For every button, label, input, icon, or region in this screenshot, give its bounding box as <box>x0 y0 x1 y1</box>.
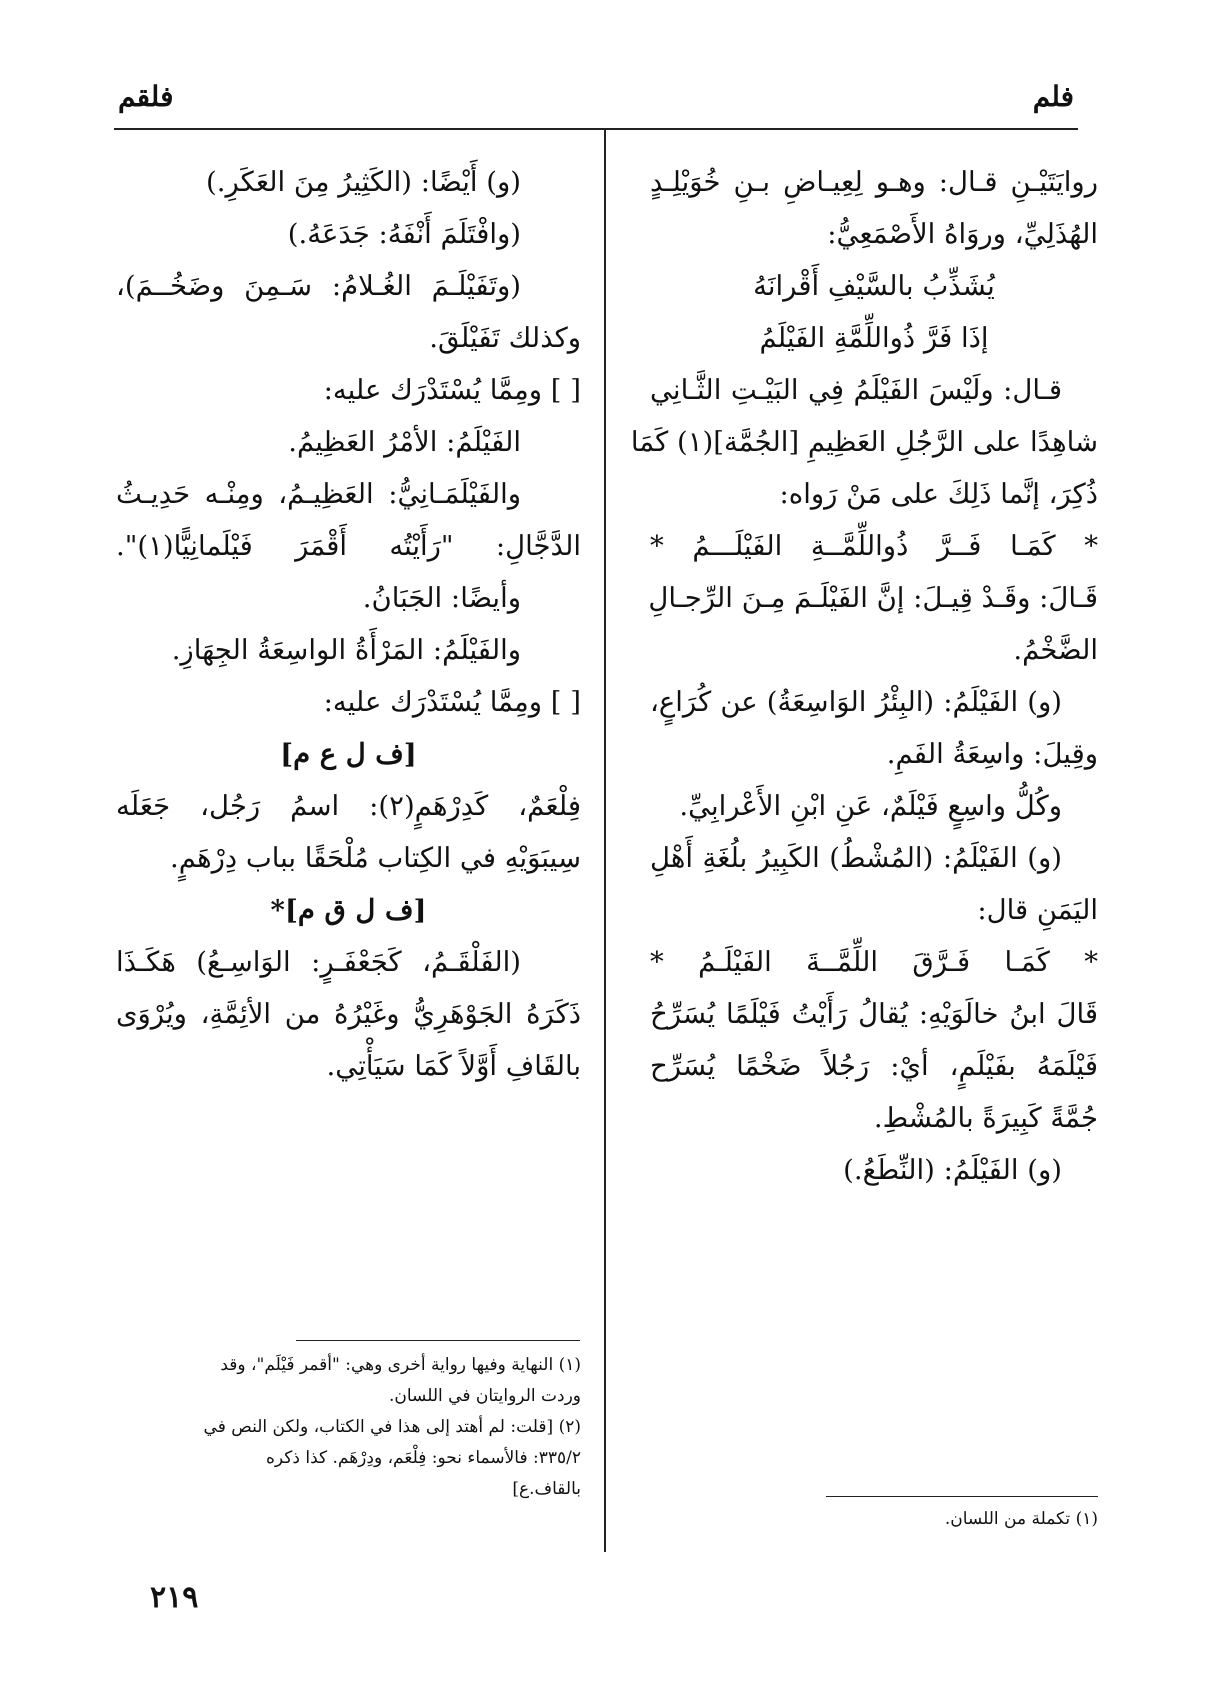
page-number: ٢١٩ <box>150 1580 199 1615</box>
text-line: (وتَفَيْلَـمَ الغُـلامُ: سَـمِنَ وضَخُــمَ)، <box>116 270 521 302</box>
footnotes-right <box>826 1504 1098 1535</box>
text-line: الدَّجَّالِ: "رَأَيْتُه أَقْمَرَ فَيْلَمانِيًّا(١)". <box>116 530 581 562</box>
footnote-line: (١) تكملة من اللسان. <box>944 1509 1098 1529</box>
footnote-line: وردت الروايتان في اللسان. <box>388 1386 581 1406</box>
text-line: ذُكِرَ، إنَّما ذَلِكَ على مَنْ رَواه: <box>779 478 1098 510</box>
column-divider <box>604 128 606 1552</box>
text-line: والفَيْلَمَـانِيُّ: العَظِيـمُ، ومِنْـه حَدِيـثُ <box>116 478 521 510</box>
text-line: والفَيْلَمُ: المَرْأَةُ الواسِعَةُ الجِهَازِ. <box>171 634 521 666</box>
footnote-rule-right <box>826 1496 1098 1497</box>
text-line: الضَّخْمُ. <box>1013 634 1098 666</box>
text-line: الفَيْلَمُ: الأمْرُ العَظِيمُ. <box>288 426 521 458</box>
text-line: وكُلُّ واسِعٍ فَيْلَمٌ، عَنِ ابْنِ الأَعْرابِيِّ. <box>679 790 1062 822</box>
text-line: اليَمَنِ قال: <box>977 894 1098 926</box>
header-rule <box>114 128 1078 130</box>
verse-line: إذَا فَرَّ ذُواللِّمَّةِ الفَيْلَمُ <box>759 322 989 354</box>
verse-line: * كَمَـا فَـرَّقَ اللِّمَّــةَ الفَيْلَـمُ * <box>650 946 1098 978</box>
footnote-line: (١) النهاية وفيها رواية أخرى وهي: "أقمر فَيْلَم"، وقد <box>220 1355 581 1375</box>
left-column <box>116 156 581 1092</box>
verse-line: يُشَذِّبُ بالسَّيْفِ أَقْرانَهُ <box>753 270 995 302</box>
root-heading: [ف ل ق م]* <box>270 894 427 926</box>
text-line: (و) الفَيْلَمُ: (المُشْطُ) الكَبِيرُ بلُغَةِ أَهْلِ <box>650 842 1062 874</box>
text-line: (الفَلْقَـمُ، كَجَعْفَـرٍ: الوَاسِـعُ) هَكَـذَا <box>116 946 521 978</box>
text-line: سِيبَوَيْهِ في الكِتاب مُلْحَقًا بباب دِرْهَمٍ. <box>170 842 581 874</box>
text-line: (و) الفَيْلَمُ: (البِئْرُ الوَاسِعَةُ) عن كُرَاعٍ، <box>650 686 1062 718</box>
text-line: قَـالَ: وقَـدْ قِيـلَ: إنَّ الفَيْلَـمَ مِـنَ الرِّجـالِ <box>648 582 1098 614</box>
text-line: بالقَافِ أَوَّلاً كَمَا سَيَأْتِي. <box>326 1050 581 1082</box>
footnote-line: بالقاف.ع] <box>512 1479 581 1499</box>
running-head-left: فلقم <box>118 80 174 113</box>
footnote-line: (٢) [قلت: لم أهتد إلى هذا في الكتاب، ولكن النص في <box>203 1417 581 1437</box>
verse-line: * كَمَـا فَــرَّ ذُواللِّمَّــةِ الفَيْلَـــمُ * <box>650 530 1098 562</box>
text-line: ذَكَرَهُ الجَوْهَرِيُّ وغَيْرُهُ من الأئِمَّةِ، ويُرْوَى <box>116 998 581 1030</box>
footnote-line: ٣٣٥/٢: فالأسماء نحو: فِلْعَم، ودِرْهَم. كذا ذكره <box>266 1448 581 1468</box>
footnotes-left <box>116 1350 581 1505</box>
footnote-rule-left <box>296 1340 580 1341</box>
text-line: وكذلك تَفَيْلَقَ. <box>429 322 581 354</box>
text-line: (وافْتَلَمَ أَنْفَهُ: جَدَعَهُ.) <box>287 218 521 250</box>
text-line: فِلْعَمٌ، كَدِرْهَمٍ(٢): اسمُ رَجُل، جَعَلَه <box>116 790 581 822</box>
text-line: فَيْلَمَهُ بفَيْلَمٍ، أيْ: رَجُلاً ضَخْمًا يُسَرِّح <box>650 1050 1098 1082</box>
text-line: روايَتَيْـنِ قـال: وهـو لِعِيـاضِ بـنِ خُوَيْلِـدٍ <box>650 166 1098 198</box>
root-heading: [ف ل ع م] <box>280 738 417 770</box>
text-line: الهُذَلِيِّ، وروَاهُ الأَصْمَعِيُّ: <box>827 218 1098 250</box>
text-line: شاهِدًا على الرَّجُلِ العَظِيمِ [الجُمَّة](١) كَمَا <box>630 426 1098 458</box>
text-line: (و) أَيْضًا: (الكَثِيرُ مِنَ العَكَرِ.) <box>206 166 521 198</box>
text-line: (و) الفَيْلَمُ: (النِّطَعُ.) <box>843 1154 1062 1186</box>
text-line: [ ] ومِمَّا يُسْتَدْرَك عليه: <box>323 686 581 718</box>
text-line: وقِيلَ: واسِعَةُ الفَمِ. <box>886 738 1098 770</box>
text-line: [ ] ومِمَّا يُسْتَدْرَك عليه: <box>323 374 581 406</box>
text-line: وأيضًا: الجَبَانُ. <box>362 582 521 614</box>
running-head-right: فلم <box>1032 80 1074 113</box>
text-line: جُمَّةً كَبِيرَةً بالمُشْطِ. <box>873 1102 1098 1134</box>
text-line: قَالَ ابنُ خالَوَيْهِ: يُقالُ رَأَيْتُ فَيْلَمًا يُسَرِّحُ <box>650 998 1098 1030</box>
text-line: قـال: ولَيْسَ الفَيْلَمُ فِي البَيْـتِ الثَّـانِي <box>650 374 1062 406</box>
right-column <box>630 156 1098 1196</box>
